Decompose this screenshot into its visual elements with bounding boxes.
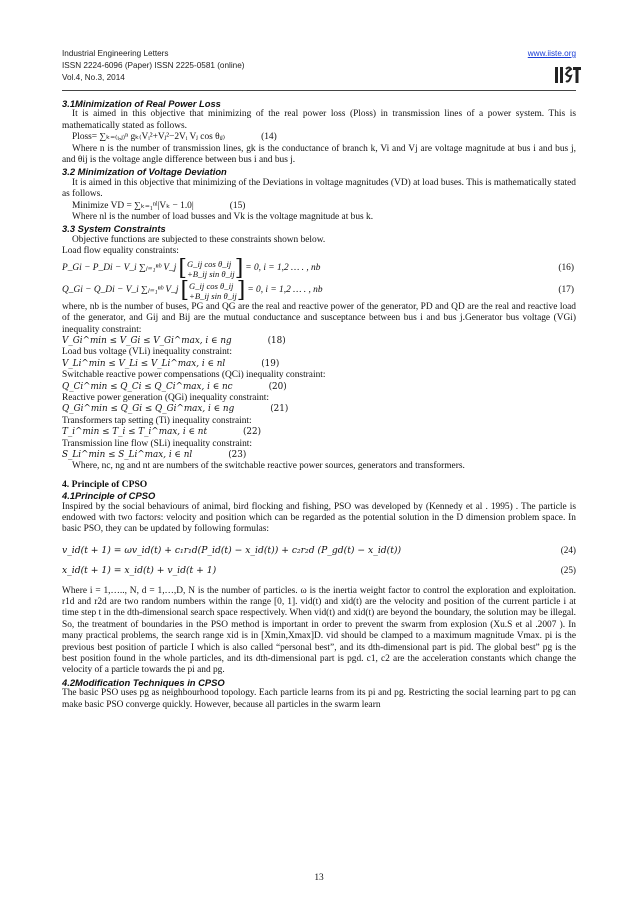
journal-name: Industrial Engineering Letters [62, 49, 169, 58]
eq-17 [62, 277, 576, 303]
eq-18 [62, 336, 576, 347]
eq-21-number: (21) [270, 404, 289, 415]
eq-16-row1: G_ij cos θ_ij [186, 258, 232, 269]
section-3-1-para: It is aimed in this objective that minimizing of the real power loss (Ploss) in transmission lines of a power system. This is mathematically stated as follows. [62, 109, 576, 131]
eq-22 [62, 427, 576, 438]
eq-18-expr: V_Gi^min ≤ V_Gi ≤ V_Gi^max, i ∈ ng [62, 335, 232, 346]
eq-24-number: (24) [560, 544, 576, 555]
eq-25-expr: x_id(t + 1) = x_id(t) + v_id(t + 1) [62, 565, 217, 577]
constraints-closing: Where, nc, ng and nt are numbers of the switchable reactive power sources, generators and transformers. [72, 461, 465, 472]
label-22: Transformers tap setting (Ti) inequality constraint: [62, 415, 252, 426]
label-21: Reactive power generation (QGi) inequality constraint: [62, 392, 269, 403]
section-3-3-para: Objective functions are subjected to these constraints shown below. [72, 234, 326, 245]
section-3-1-title: 3.1Minimization of Real Power Loss [62, 98, 221, 109]
eq-20 [62, 382, 576, 393]
eq-17-rhs: = 0, i = 1,2 … . , nb [247, 284, 323, 295]
eq-17-number: (17) [558, 284, 574, 295]
eq-24-expr: v_id(t + 1) = ωv_id(t) + c₁r₁d(P_id(t) − x_id(t)) + c₂r₂d (P_gd(t) − x_id(t)) [62, 544, 402, 556]
eq-16-lhs: P_Gi − P_Di − V_i ∑ⱼ₌₁ⁿᵇ V_j [62, 262, 177, 273]
eq-16-rhs: = 0, i = 1,2 … . , nb [245, 262, 321, 273]
section-4-2-title: 4.2Modification Techniques in CPSO [62, 676, 225, 688]
section-4-title: 4. Principle of CPSO [62, 478, 148, 490]
eq-14 [62, 132, 576, 143]
eq-19 [62, 359, 576, 370]
iiste-logo [554, 64, 582, 86]
website-link[interactable]: www.iiste.org [527, 49, 576, 58]
constraints-where: where, nb is the number of buses, PG and QG are the real and reactive power of the generator, PD and QD are the real and reactive load of the generator, and Gij and Bij are the mutual conductance and susceptance between bus i and bus j.Generator bus voltage (VGi) inequality constraint: [62, 301, 576, 335]
load-flow-lead: Load flow equality constraints: [62, 246, 179, 257]
eq-16 [62, 255, 576, 281]
eq-21 [62, 404, 576, 415]
eq-25 [62, 565, 576, 576]
section-3-1-after: Where n is the number of transmission lines, gk is the conductance of branch k, Vi and Vj are voltage magnitude at bus i and bus j, and θij is the voltage angle difference between bus i and bus j. [62, 143, 576, 166]
label-23: Transmission line flow (SLi) inequality constraint: [62, 438, 253, 449]
eq-16-row2: +B_ij sin θ_ij [186, 268, 235, 279]
page-number: 13 [314, 873, 324, 883]
header-rule [62, 90, 576, 91]
eq-22-number: (22) [243, 427, 262, 438]
eq-14-number: (14) [261, 132, 277, 143]
eq-23 [62, 450, 576, 461]
eq-19-expr: V_Li^min ≤ V_Li ≤ V_Li^max, i ∈ nl [62, 358, 226, 369]
section-4-1-title: 4.1Principle of CPSO [62, 490, 156, 502]
eq-17-row2: +B_ij sin θ_ij [189, 290, 237, 301]
label-20: Switchable reactive power compensations (QCi) inequality constraint: [62, 370, 326, 381]
eq-16-matrix: [ G_ij cos θ_ij +B_ij sin θ_ij ] [178, 255, 244, 281]
eq-15 [62, 201, 576, 212]
eq-21-expr: Q_Gi^min ≤ Q_Gi ≤ Q_Gi^max, i ∈ ng [62, 404, 235, 415]
eq-24 [62, 545, 576, 556]
eq-14-expr: Ploss= ∑ₖ₌₍ᵢ,ⱼ₎ⁿ gₖ₍Vᵢ²+Vⱼ²−2Vᵢ Vⱼ cos θᵢⱼ₎ [72, 132, 226, 143]
eq-20-expr: Q_Ci^min ≤ Q_Ci ≤ Q_Ci^max, i ∈ nc [62, 381, 233, 392]
eq-22-expr: T_i^min ≤ T_i ≤ T_i^max, i ∈ nt [62, 427, 207, 438]
label-19: Load bus voltage (VLi) inequality constraint: [62, 347, 233, 358]
section-3-2-para: It is aimed in this objective that minimizing of the Deviations in voltage magnitudes (VD) at load buses. This is mathematically stated as follows. [62, 177, 576, 200]
eq-15-expr: Minimize VD = ∑ₖ₌₁ⁿˡ|Vₖ − 1.0| [72, 200, 194, 211]
eq-19-number: (19) [261, 358, 280, 369]
eq-23-number: (23) [228, 449, 247, 460]
section-3-2-title: 3.2 Minimization of Voltage Deviation [62, 166, 227, 178]
eq-18-number: (18) [267, 335, 286, 346]
eq-17-lhs: Q_Gi − Q_Di − V_i ∑ⱼ₌₁ⁿᵇ V_j [62, 284, 179, 295]
eq-15-number: (15) [229, 200, 246, 211]
section-4-1-para: Inspired by the social behaviours of animal, bird flocking and fishing, PSO was developed by (Kennedy et al . 1995) . The particle is endowed with two factors: velocity and position which can be regarded as the potential solution in the D dimension problem space. In basic PSO, they can be updated by following formulas: [62, 501, 576, 535]
section-3-3-title: 3.3 System Constraints [62, 223, 166, 235]
eq-16-number: (16) [558, 262, 574, 273]
volume-line: Vol.4, No.3, 2014 [62, 73, 125, 82]
section-3-2-after: Where nl is the number of load busses and Vk is the voltage magnitude at bus k. [72, 212, 374, 223]
eq-20-number: (20) [268, 381, 287, 392]
eq-17-row1: G_ij cos θ_ij [189, 280, 234, 291]
body-text [62, 98, 576, 711]
issn-line: ISSN 2224-6096 (Paper) ISSN 2225-0581 (online) [62, 61, 245, 70]
eq-23-expr: S_Li^min ≤ S_Li^max, i ∈ nl [62, 449, 193, 460]
section-4-1-para2: Where i = 1,….., N, d = 1,…,D, N is the number of particles. ω is the inertia weight factor to control the exploration and exploitation. r1d and r2d are two random numbers within the range [0, 1]. vid(t) and xid(t) are the velocity and position of the current particle i at time step t in the dth-dimensional search space respectively. When vid(t) and xid(t) are beyond the boundary, the solution may be illegal. So, the treatment of boundaries in the PSO method is important in order to prevent the swarm from explosion (Xu.S et al .2007 ). In many practical problems, the search range xid is in [Xmin,Xmax]D. vid should be clamped to a maximum magnitude Vmax. pi is the previous best position of particle I which is also called “personal best”, and its dth-dimensional part is pid. The global best” pg is the best position found in the whole particles, and its dth-dimensional part is pgd. c1, c2 are the acceleration constants which change the velocity of a particle towards the pi and pg. [62, 585, 576, 676]
eq-25-number: (25) [560, 565, 576, 576]
eq-17-matrix: [ G_ij cos θ_ij +B_ij sin θ_ij ] [180, 277, 246, 303]
section-4-2-para: The basic PSO uses pg as neighbourhood topology. Each particle learns from its pi and pg. Restricting the social learning part to pg can make basic PSO converge quickly. However, because all particles in the swarm learn [62, 688, 576, 710]
